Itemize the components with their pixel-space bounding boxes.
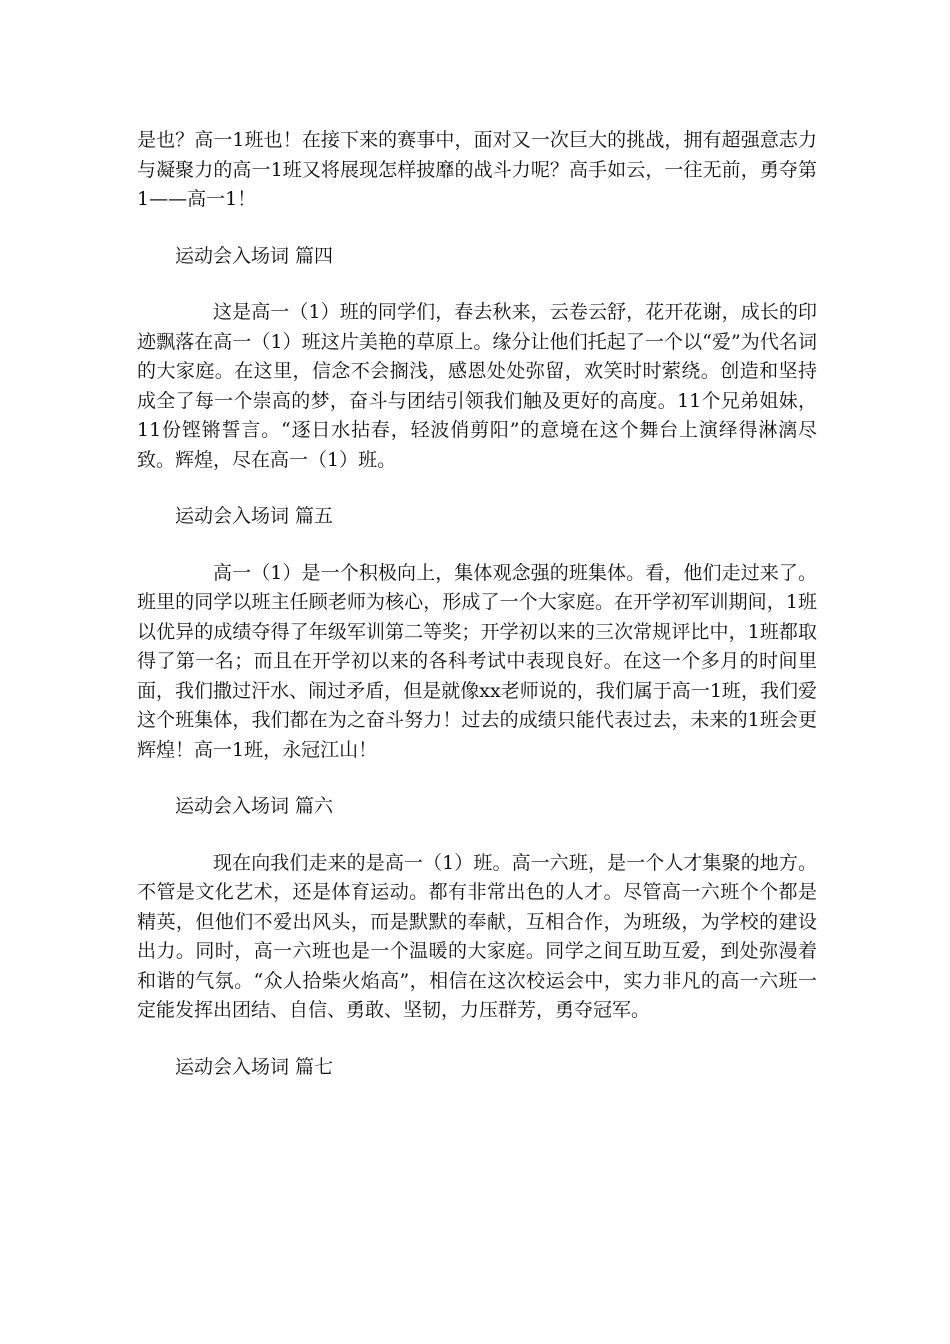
section-heading-5: 运动会入场词 篇五 <box>175 505 334 527</box>
paragraph-section-6: 现在向我们走来的是高一（1）班。高一六班，是一个人才集聚的地方。不管是文化艺术，还是体育运动。都有非常出色的人才。尽管高一六班个个都是精英，但他们不爱出风头，而是默默的奉献，互相合作，为班级，为学校的建设出力。同时，高一六班也是一个温暖的大家庭。同学之间互助互爱，到处弥漫着和谐的气氛。“众人拾柴火焰高”，相信在这次校运会中，实力非凡的高一六班一定能发挥出团结、自信、勇敢、坚韧，力压群芳，勇夺冠军。 <box>137 851 817 1021</box>
paragraph-section-5: 高一（1）是一个积极向上，集体观念强的班集体。看，他们走过来了。班里的同学以班主任顾老师为核心，形成了一个大家庭。在开学初军训期间，1班以优异的成绩夺得了年级军训第二等奖；开学初以来的三次常规评比中，1班都取得了第一名；而且在开学初以来的各科考试中表现良好。在这一个多月的时间里面，我们撒过汗水、闹过矛盾，但是就像xx老师说的，我们属于高一1班，我们爱这个班集体，我们都在为之奋斗努力！过去的成绩只能代表过去，未来的1班会更辉煌！高一1班，永冠江山！ <box>137 561 817 761</box>
paragraph-section-4: 这是高一（1）班的同学们，春去秋来，云卷云舒，花开花谢，成长的印迹飘落在高一（1）班这片美艳的草原上。缘分让他们托起了一个以“爱”为代名词的大家庭。在这里，信念不会搁浅，感恩处处弥留，欢笑时时萦绕。创造和坚持成全了每一个崇高的梦，奋斗与团结引领我们触及更好的高度。11个兄弟姐妹，11份铿锵誓言。“逐日水拈春，轻波俏剪阳”的意境在这个舞台上演绎得淋漓尽致。辉煌，尽在高一（1）班。 <box>137 301 817 471</box>
section-heading-4: 运动会入场词 篇四 <box>175 244 334 267</box>
section-heading-7: 运动会入场词 篇七 <box>175 1055 334 1078</box>
section-heading-6: 运动会入场词 篇六 <box>175 795 334 817</box>
document-body <box>137 126 817 1082</box>
paragraph-1: 是也？高一1班也！在接下来的赛事中，面对又一次巨大的挑战，拥有超强意志力与凝聚力的高一1班又将展现怎样披靡的战斗力呢？高手如云，一往无前，勇夺第1——高一1！ <box>137 129 817 210</box>
